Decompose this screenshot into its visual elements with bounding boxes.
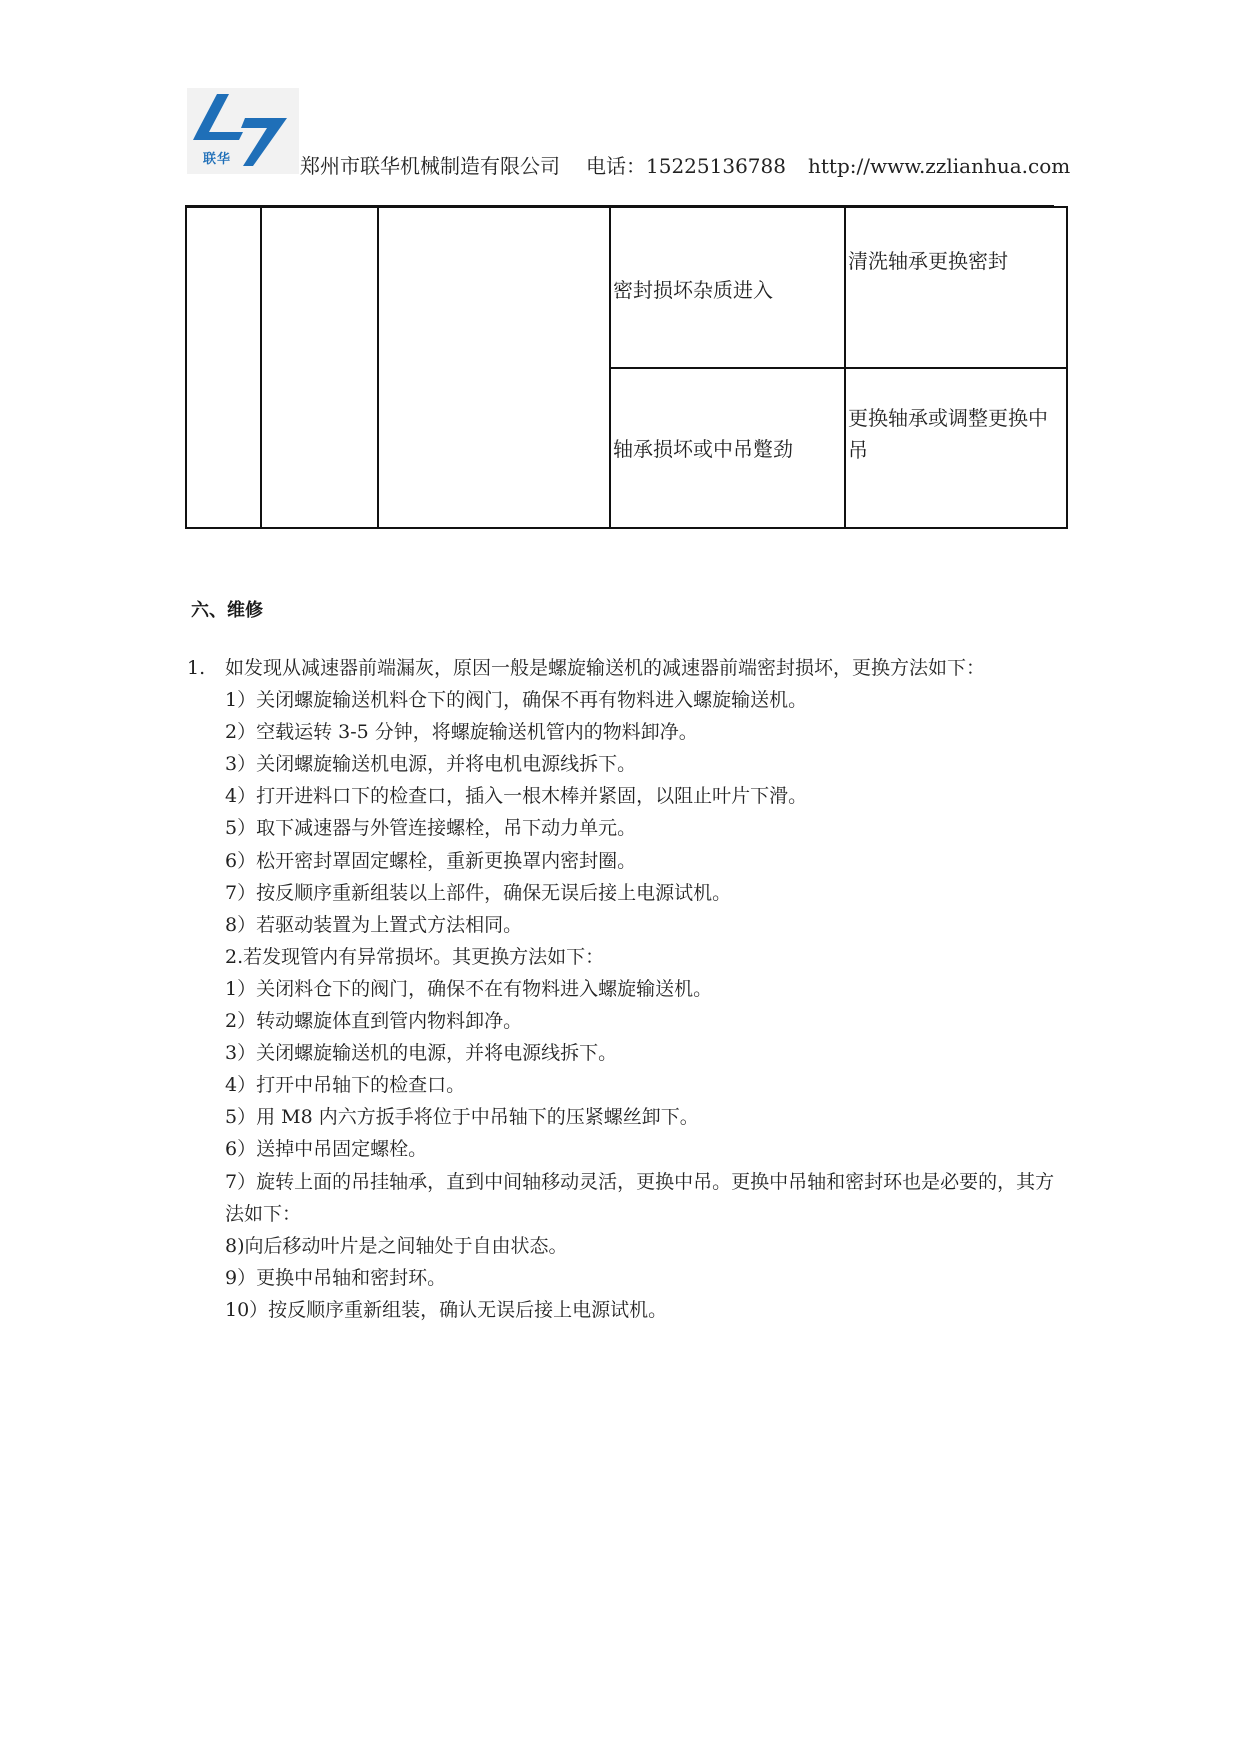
- step-line: 5）取下减速器与外管连接螺栓，吊下动力单元。: [225, 817, 637, 840]
- step-line: 1）关闭螺旋输送机料仓下的阀门，确保不再有物料进入螺旋输送机。: [225, 689, 808, 712]
- step-line: 1）关闭料仓下的阀门，确保不在有物料进入螺旋输送机。: [225, 977, 713, 1000]
- step-line: 2）空载运转 3-5 分钟，将螺旋输送机管内的物料卸净。: [225, 721, 698, 744]
- table-cell-empty: [186, 207, 261, 528]
- table-cell-empty: [261, 207, 378, 528]
- step-line: 7）按反顺序重新组装以上部件，确保无误后接上电源试机。: [225, 881, 732, 904]
- table-cell-empty: [378, 207, 610, 528]
- maintenance-steps: [187, 652, 1067, 1326]
- step-line: 8)向后移动叶片是之间轴处于自由状态。: [225, 1234, 568, 1257]
- fault-cause-cell: 轴承损坏或中吊蹩劲: [610, 368, 845, 528]
- section-title: 六、维修: [191, 600, 263, 621]
- fault-remedy-cell: 清洗轴承更换密封: [845, 207, 1067, 368]
- company-name: 郑州市联华机械制造有限公司: [300, 154, 560, 178]
- company-logo: [187, 88, 299, 174]
- fault-cause-cell: 密封损坏杂质进入: [610, 207, 845, 368]
- logo-text: 联华: [203, 152, 232, 167]
- step-line: 2）转动螺旋体直到管内物料卸净。: [225, 1010, 523, 1033]
- list-item-text: 如发现从减速器前端漏灰，原因一般是螺旋输送机的减速器前端密封损坏，更换方法如下：: [225, 657, 986, 679]
- table-row: [186, 207, 1067, 368]
- fault-remedy-cell: 更换轴承或调整更换中吊: [845, 368, 1067, 528]
- step-line: 3）关闭螺旋输送机电源，并将电机电源线拆下。: [225, 753, 637, 776]
- step-line: 9）更换中吊轴和密封环。: [225, 1266, 447, 1289]
- step-line: 5）用 M8 内六方扳手将位于中吊轴下的压紧螺丝卸下。: [225, 1106, 699, 1129]
- phone-number: 电话：15225136788: [586, 154, 786, 178]
- step-line: 4）打开进料口下的检查口，插入一根木棒并紧固，以阻止叶片下滑。: [225, 785, 808, 808]
- step-line: 3）关闭螺旋输送机的电源，并将电源线拆下。: [225, 1042, 618, 1065]
- list-number: 1.: [187, 657, 206, 679]
- header-contact-line: [300, 150, 1070, 179]
- step-line: 8）若驱动装置为上置式方法相同。: [225, 913, 523, 936]
- website-url[interactable]: http://www.zzlianhua.com: [807, 154, 1071, 178]
- step-line: 4）打开中吊轴下的检查口。: [225, 1074, 466, 1097]
- subsection-heading: 2.若发现管内有异常损坏。其更换方法如下：: [225, 945, 605, 968]
- step-line: 6）送掉中吊固定螺栓。: [225, 1138, 428, 1161]
- step-line: 7）旋转上面的吊挂轴承，直到中间轴移动灵活，更换中吊。更换中吊轴和密封环也是必要的，其方法如下：: [225, 1170, 1055, 1225]
- list-item: [187, 652, 1067, 684]
- fault-table: [185, 206, 1068, 529]
- step-line: 10）按反顺序重新组装，确认无误后接上电源试机。: [225, 1298, 668, 1321]
- step-line: 6）松开密封罩固定螺栓，重新更换罩内密封圈。: [225, 849, 637, 872]
